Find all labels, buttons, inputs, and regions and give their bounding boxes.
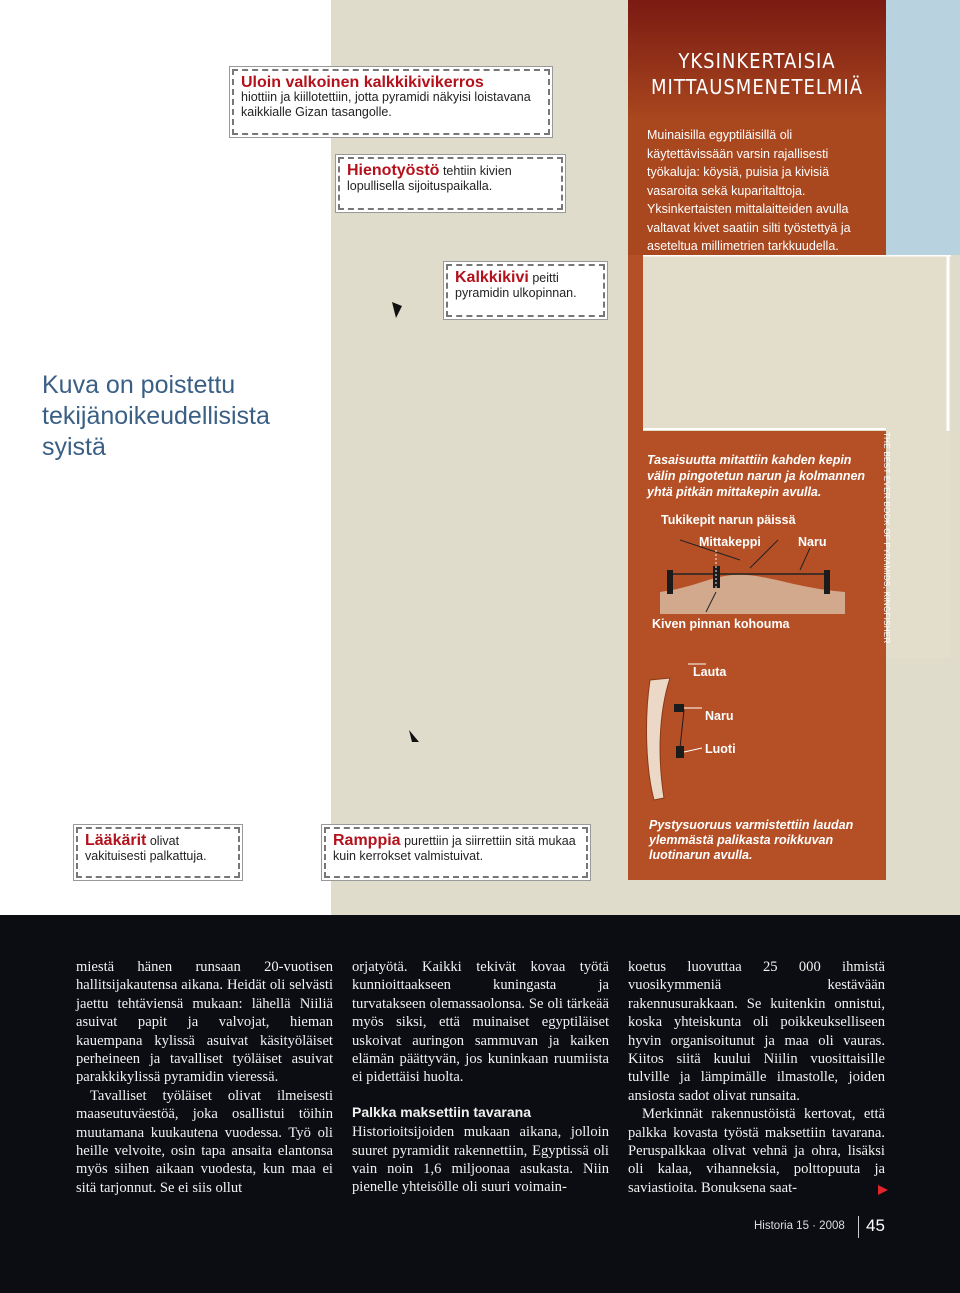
callout-laakarit [74, 825, 242, 880]
publication-name: Historia 15 · 2008 [754, 1220, 845, 1232]
callout-text: olivat vakituisesti palkattuja. [85, 834, 207, 863]
string-level-diagram [650, 530, 850, 614]
paragraph: koetus luovuttaa 25 000 ihmistä vuosikymmeniä kestävään rakennusurakkaan. Se kuitenkin onnistui, koska yhteiskunta oli poikkeukselliseen hyvin organisoitunut ja maa oli vauras. Kiitos siitä kuului Niilin vuosittaisille tulville ja lämpimälle ilmastolle, joiden ansiosta sadot olivat runsaita. [628, 959, 885, 1104]
callout-text: tehtiin kivien lopullisella sijoituspaikalla. [347, 164, 512, 193]
panel-body: Muinaisilla egyptiläisillä oli käytettävissään varsin rajallisesti työkaluja: köysiä, puisia ja kivisiä vasaroita sekä kuparitalttoja. Yksinkertaisten mittalaitteiden avulla valtavat kivet saatiin silti työstettyä ja aseteltua millimetrien tarkkuudella. [647, 128, 851, 253]
article-column-3 [628, 958, 885, 1197]
paragraph: Merkinnät rakennustöistä kertovat, että palkka kovasta työstä maksettiin tavarana. Peruspalkkaa olivat vehnä ja ohra, lisäksi oli kalaa, vihanneksia, polttopuuta ja saviastioita. Bonuksena saat- [628, 1106, 885, 1196]
section-heading: Palkka maksettiin tavarana [352, 1103, 531, 1120]
callout-ramppia [322, 825, 590, 880]
continue-arrow-icon [877, 1184, 889, 1196]
pointer-arrow-icon [406, 728, 420, 748]
label-tukikepit: Tukikepit narun päissä [661, 513, 796, 527]
label-plumb-naru: Naru [705, 709, 734, 723]
folio-divider [858, 1216, 859, 1238]
callout-highlight: Lääkärit [85, 832, 147, 849]
plumb-line-diagram [640, 660, 730, 810]
label-naru: Naru [798, 535, 827, 549]
callout-text: peitti pyramidin ulkopinnan. [455, 271, 577, 300]
paragraph: Tavalliset työläiset olivat ilmeisesti maaseutuväestöä, joka osallistui töihin muutamana kuukautena vuodessa. Työ oli heille velvoite, osin tapa ansaita elantonsa myös siihen aikaan vuodesta, kun maa ei sitä tarjonnut. Se ei siis ollut [76, 1087, 333, 1196]
source-credit-text: THE BEST EVER BOOK OF PYRAMIDS, KINGFISHER [882, 432, 891, 644]
callout-highlight: Ramppia [333, 832, 401, 849]
callout-kalkkikivikerros [230, 67, 552, 137]
sky-background [886, 0, 960, 255]
callout-highlight: Hienotyöstö [347, 162, 440, 179]
label-lauta: Lauta [693, 665, 727, 679]
article-column-2 [352, 958, 609, 1197]
pointer-arrow-icon [390, 300, 404, 320]
article-column-1 [76, 958, 333, 1197]
paragraph: miestä hänen runsaan 20-vuotisen hallitsijakautensa aikana. Heidät oli selvästi jaettu tehtäviensä mukaan: lähellä Niiliä asuivat papit ja valvojat, hieman kauempana kylissä asuivat käsityöläiset perheineen ja tavalliset työläiset asuivat parakkikylissä pyramidin vieressä. [76, 959, 333, 1086]
panel-title: YKSINKERTAISIA MITTAUSMENETELMIÄ [650, 49, 864, 99]
callout-text: purettiin ja siirrettiin sitä mukaa kuin kerrokset valmistuivat. [333, 834, 576, 863]
source-credit [882, 432, 899, 644]
callout-kalkkikivi [444, 262, 607, 319]
plumb-caption: Pystysuoruus varmistettiin laudan ylemmästä palikasta roikkuvan luotinarun avulla. [649, 818, 854, 862]
label-kiven-pinnan-kohouma: Kiven pinnan kohouma [652, 617, 790, 631]
page-number: 45 [866, 1216, 885, 1235]
callout-text: hiottiin ja kiillotettiin, jotta pyramidi näkyisi loistavana kaikkialle Gizan tasangolle. [241, 90, 531, 119]
callout-hienotyosto [336, 155, 565, 212]
diagram-caption: Tasaisuutta mitattiin kahden kepin välin pingotetun narun ja kolmannen yhtä pitkän mittakepin avulla. [647, 453, 866, 499]
callout-highlight: Uloin valkoinen kalkkikivikerros [241, 74, 484, 91]
paragraph: orjatyötä. Kaikki tekivät kovaa työtä kunnioittaakseen kuningasta ja turvatakseen olemassaolonsa. Se oli tärkeää myös siksi, että muinaiset egyptiläiset uskoivat auringon sammuvan ja kaiken elämän päättyvän, jos kuninkaan ruumiista ei pidettäisi huolta. [352, 959, 609, 1086]
paragraph: Historioitsijoiden mukaan aikana, jolloin suuret pyramidit rakennettiin, Egyptissä oli vain noin 1,6 miljoonaa asukasta. Niin pienelle yhteisölle oli suuri voimain- [352, 1124, 609, 1196]
label-mittakeppi: Mittakeppi [699, 535, 761, 549]
label-luoti: Luoti [705, 742, 736, 756]
callout-highlight: Kalkkikivi [455, 269, 529, 286]
image-removed-notice: Kuva on poistettu tekijänoikeudellisista syistä [42, 371, 270, 461]
stone-blocks-drawing [643, 255, 951, 431]
